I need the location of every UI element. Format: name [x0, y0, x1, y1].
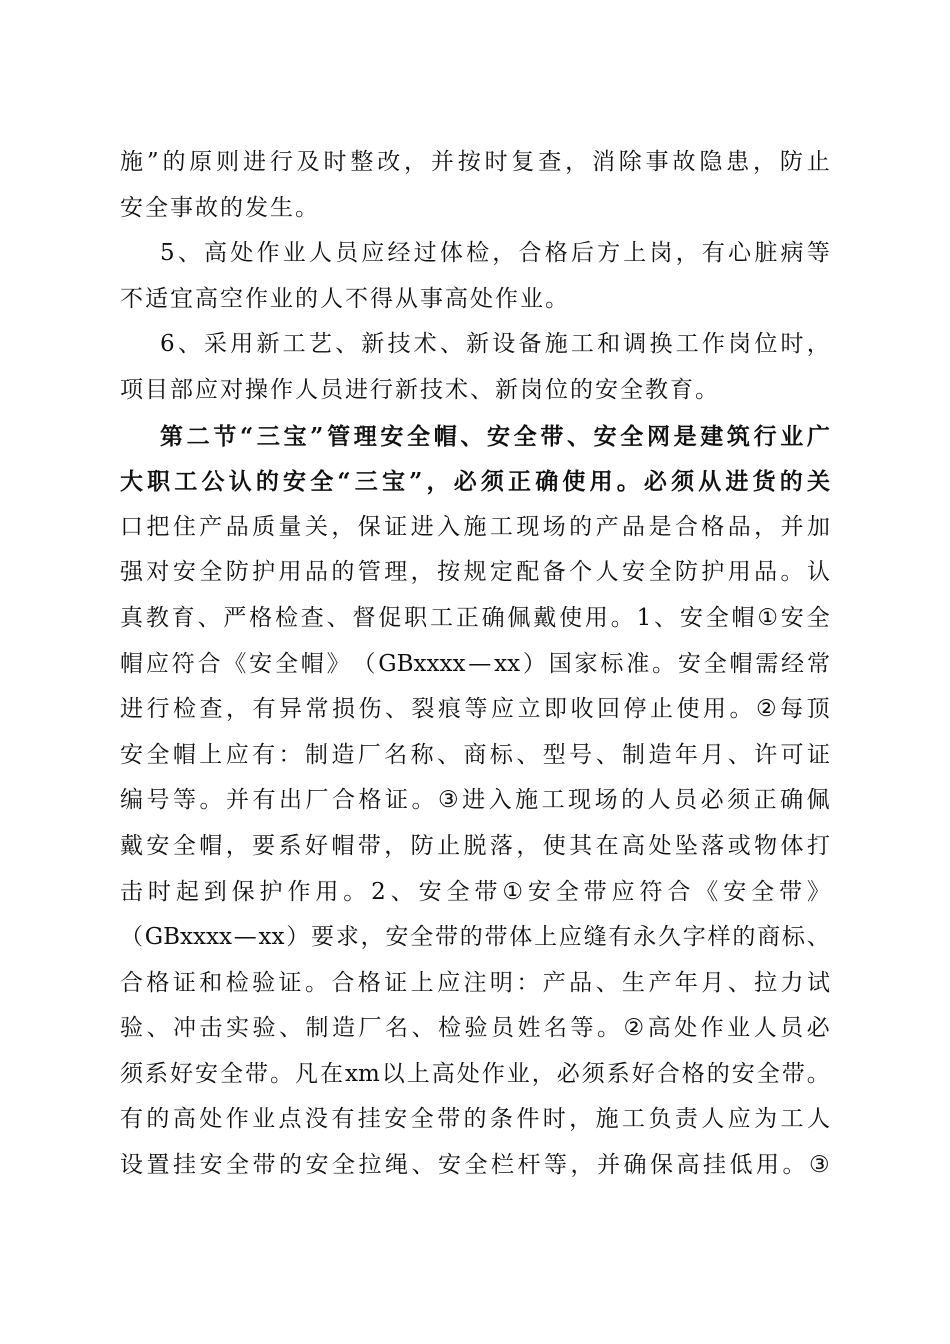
text-line: 有 的 高 处 作 业 点 没 有 挂 安 全 带 的 条 件 时 ， 施 工 负 责 人 应 为 工 人 — [120, 1106, 830, 1133]
text-line: 须 系 好 安 全 带 。 凡 在 xm 以 上 高 处 作 业 ， 必 须 系 好 合 格 的 安 全 带 。 — [120, 1060, 830, 1087]
text-line: 帽 应 符 合 《 安 全 帽 》 （ GBxxxx — xx ） 国 家 标 准 。 安 全 帽 需 经 常 — [120, 650, 830, 677]
text-line: 安全事故的发生。 — [120, 194, 320, 221]
text-line: 大 职 工 公 认 的 安 全 “ 三 宝 ” ， 必 须 正 确 使 用 。 必 须 从 进 货 的 关 — [120, 468, 830, 496]
text-line: 口 把 住 产 品 质 量 关 ， 保 证 进 入 施 工 现 场 的 产 品 是 合 格 品 ， 并 加 — [120, 513, 830, 540]
text-line: 进 行 检 查 ， 有 异 常 损 伤 、 裂 痕 等 应 立 即 收 回 停 止 使 用 。 ② 每 顶 — [120, 696, 830, 723]
text-line: 不适宜高空作业的人不得从事高处作业。 — [120, 285, 570, 312]
text-line: 击 时 起 到 保 护 作 用 。 2 、 安 全 带 ① 安 全 带 应 符 合 《 安 全 带 》 — [120, 878, 830, 905]
body-text — [120, 140, 830, 1189]
text-line: 项目部应对操作人员进行新技术、新岗位的安全教育。 — [120, 376, 720, 403]
text-line: 验 、 冲 击 实 验 、 制 造 厂 名 、 检 验 员 姓 名 等 。 ② 高 处 作 业 人 员 必 — [120, 1015, 830, 1042]
text-line: （ GBxxxx — xx ） 要 求 ， 安 全 带 的 带 体 上 应 缝 有 永 久 字 样 的 商 标 、 — [120, 924, 830, 951]
text-line: 安 全 帽 上 应 有 ： 制 造 厂 名 称 、 商 标 、 型 号 、 制 造 年 月 、 许 可 证 — [120, 741, 830, 768]
text-line: 施 ” 的 原 则 进 行 及 时 整 改 ， 并 按 时 复 查 ， 消 除 事 故 隐 患 ， 防 止 — [120, 149, 830, 175]
text-line: 合 格 证 和 检 验 证 。 合 格 证 上 应 注 明 ： 产 品 、 生 产 年 月 、 拉 力 试 — [120, 969, 830, 996]
text-line: 第 二 节 “ 三 宝 ” 管 理 安 全 帽 、 安 全 带 、 安 全 网 是 建 筑 行 业 广 — [160, 422, 830, 450]
text-line: 真 教 育 、 严 格 检 查 、 督 促 职 工 正 确 佩 戴 使 用 。 1 、 安 全 帽 ① 安 全 — [120, 604, 830, 631]
text-line: 编 号 等 。 并 有 出 厂 合 格 证 。 ③ 进 入 施 工 现 场 的 人 员 必 须 正 确 佩 — [120, 787, 830, 814]
text-line: 戴 安 全 帽 ， 要 系 好 帽 带 ， 防 止 脱 落 ， 使 其 在 高 处 坠 落 或 物 体 打 — [120, 832, 830, 859]
text-line: 强 对 安 全 防 护 用 品 的 管 理 ， 按 规 定 配 备 个 人 安 全 防 护 用 品 。 认 — [120, 559, 830, 586]
text-line: 6 、 采 用 新 工 艺 、 新 技 术 、 新 设 备 施 工 和 调 换 工 作 岗 位 时 ， — [160, 331, 830, 358]
text-line: 设 置 挂 安 全 带 的 安 全 拉 绳 、 安 全 栏 杆 等 ， 并 确 保 高 挂 低 用 。 ③ — [120, 1152, 830, 1179]
text-line: 5 、 高 处 作 业 人 员 应 经 过 体 检 ， 合 格 后 方 上 岗 ， 有 心 脏 病 等 — [160, 240, 830, 267]
